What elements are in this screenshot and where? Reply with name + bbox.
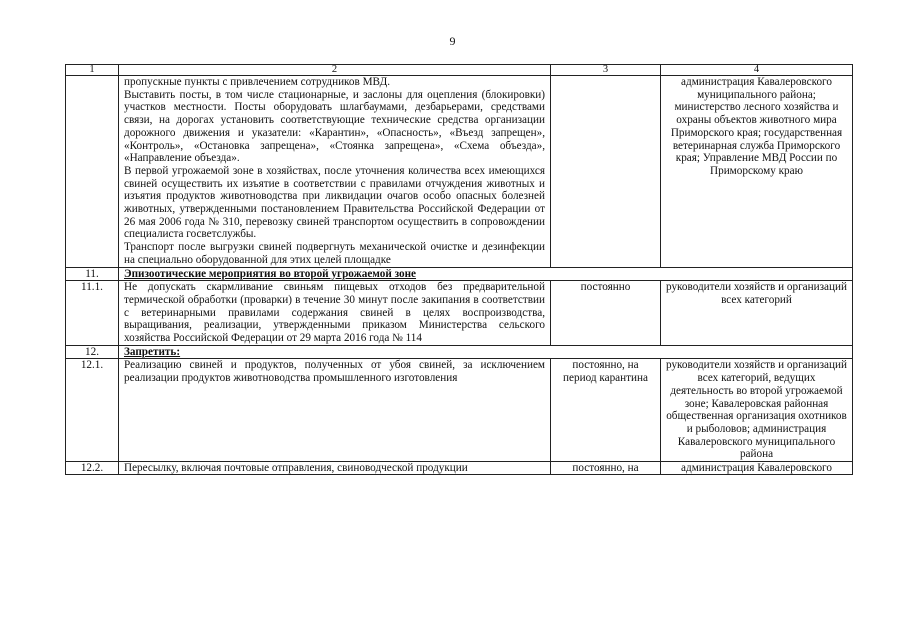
row-number-text: 12.2. <box>80 462 104 475</box>
term-text: постоянно, на <box>572 462 639 475</box>
row-number: 12.1. <box>66 359 119 462</box>
table-row-12-2 <box>66 462 853 475</box>
column-header-4: 4 <box>661 65 853 76</box>
row-responsible: администрация Кавалеровского муниципального района; министерство лесного хозяйства и охраны объектов животного мира Приморского края; государственная ветеринарная служба Приморского края; Управление МВД России по Приморскому краю <box>661 76 853 268</box>
description-text: Пересылку, включая почтовые отправления, свиноводческой продукции <box>124 462 468 475</box>
row-description <box>119 462 551 475</box>
section-title: Эпизоотические мероприятия во второй угрожаемой зоне <box>119 267 853 281</box>
column-header-1: 1 <box>66 65 119 76</box>
section-number: 12. <box>66 345 119 359</box>
row-number: 11.1. <box>66 281 119 346</box>
description-paragraph: пропускные пункты с привлечением сотрудников МВД. <box>124 76 391 88</box>
row-number <box>66 462 119 475</box>
table-row-continued <box>66 76 853 268</box>
responsible-text: администрация Кавалеровского <box>681 462 832 475</box>
row-responsible: руководители хозяйств и организаций всех категорий <box>661 281 853 346</box>
row-description <box>119 281 551 346</box>
column-header-row <box>66 65 853 76</box>
description-paragraph: Не допускать скармливание свиньям пищевых отходов без предварительной термической обработки (проварки) в течение 30 минут после закипания в соответствии с ветеринарными правилами содержания свиней в целях воспроизводства, выращивания, реализации, утвержденными приказом Министерства сельского хозяйства Российской Федерации от 29 марта 2016 года № 114 <box>124 281 545 345</box>
row-responsible: руководители хозяйств и организаций всех категорий, ведущих деятельность во второй угрожаемой зоне; Кавалеровская районная общественная организация охотников и рыболовов; администрация Кавалеровского муниципального района <box>661 359 853 462</box>
row-description <box>119 76 551 268</box>
description-paragraph: Транспорт после выгрузки свиней подвергнуть механической очистке и дезинфекции на специально оборудованной для этих целей площадке <box>124 241 545 266</box>
row-description <box>119 359 551 462</box>
section-title: Запретить: <box>119 345 853 359</box>
row-responsible <box>661 462 853 475</box>
row-number <box>66 76 119 268</box>
section-number: 11. <box>66 267 119 281</box>
page-number: 9 <box>449 34 456 48</box>
column-header-2: 2 <box>119 65 551 76</box>
measures-table <box>65 64 853 475</box>
column-header-3: 3 <box>551 65 661 76</box>
section-row-11 <box>66 267 853 281</box>
section-row-12 <box>66 345 853 359</box>
description-paragraph: Выставить посты, в том числе стационарные, и заслоны для оцепления (блокировки) участков местности. Посты оборудовать шлагбаумами, дезбарьерами, средствами связи, на дорогах установить соответствующие технические средства организации дорожного движения и указатели: «Карантин», «Опасность», «Въезд запрещен», «Контроль», «Остановка запрещена», «Стоянка запрещена», «Схема объезда», «Направление объезда». <box>124 88 545 165</box>
description-paragraph: Реализацию свиней и продуктов, полученных от убоя свиней, за исключением реализации продуктов животноводства промышленного изготовления <box>124 359 545 385</box>
row-term: постоянно, на период карантина <box>551 359 661 462</box>
row-term <box>551 462 661 475</box>
table-row-11-1 <box>66 281 853 346</box>
row-term: постоянно <box>551 281 661 346</box>
description-paragraph: В первой угрожаемой зоне в хозяйствах, после уточнения количества всех имеющихся свиней осуществить их изъятие в соответствии с правилами отчуждения животных и изъятия продуктов животноводства при ликвидации очагов особо опасных болезней животных, утвержденными постановлением Правительства Российской Федерации от 26 мая 2006 года № 310, перевозку свиней транспортом осуществить в сопровождении специалиста госветслужбы. <box>124 164 545 241</box>
table-row-12-1 <box>66 359 853 462</box>
row-term <box>551 76 661 268</box>
